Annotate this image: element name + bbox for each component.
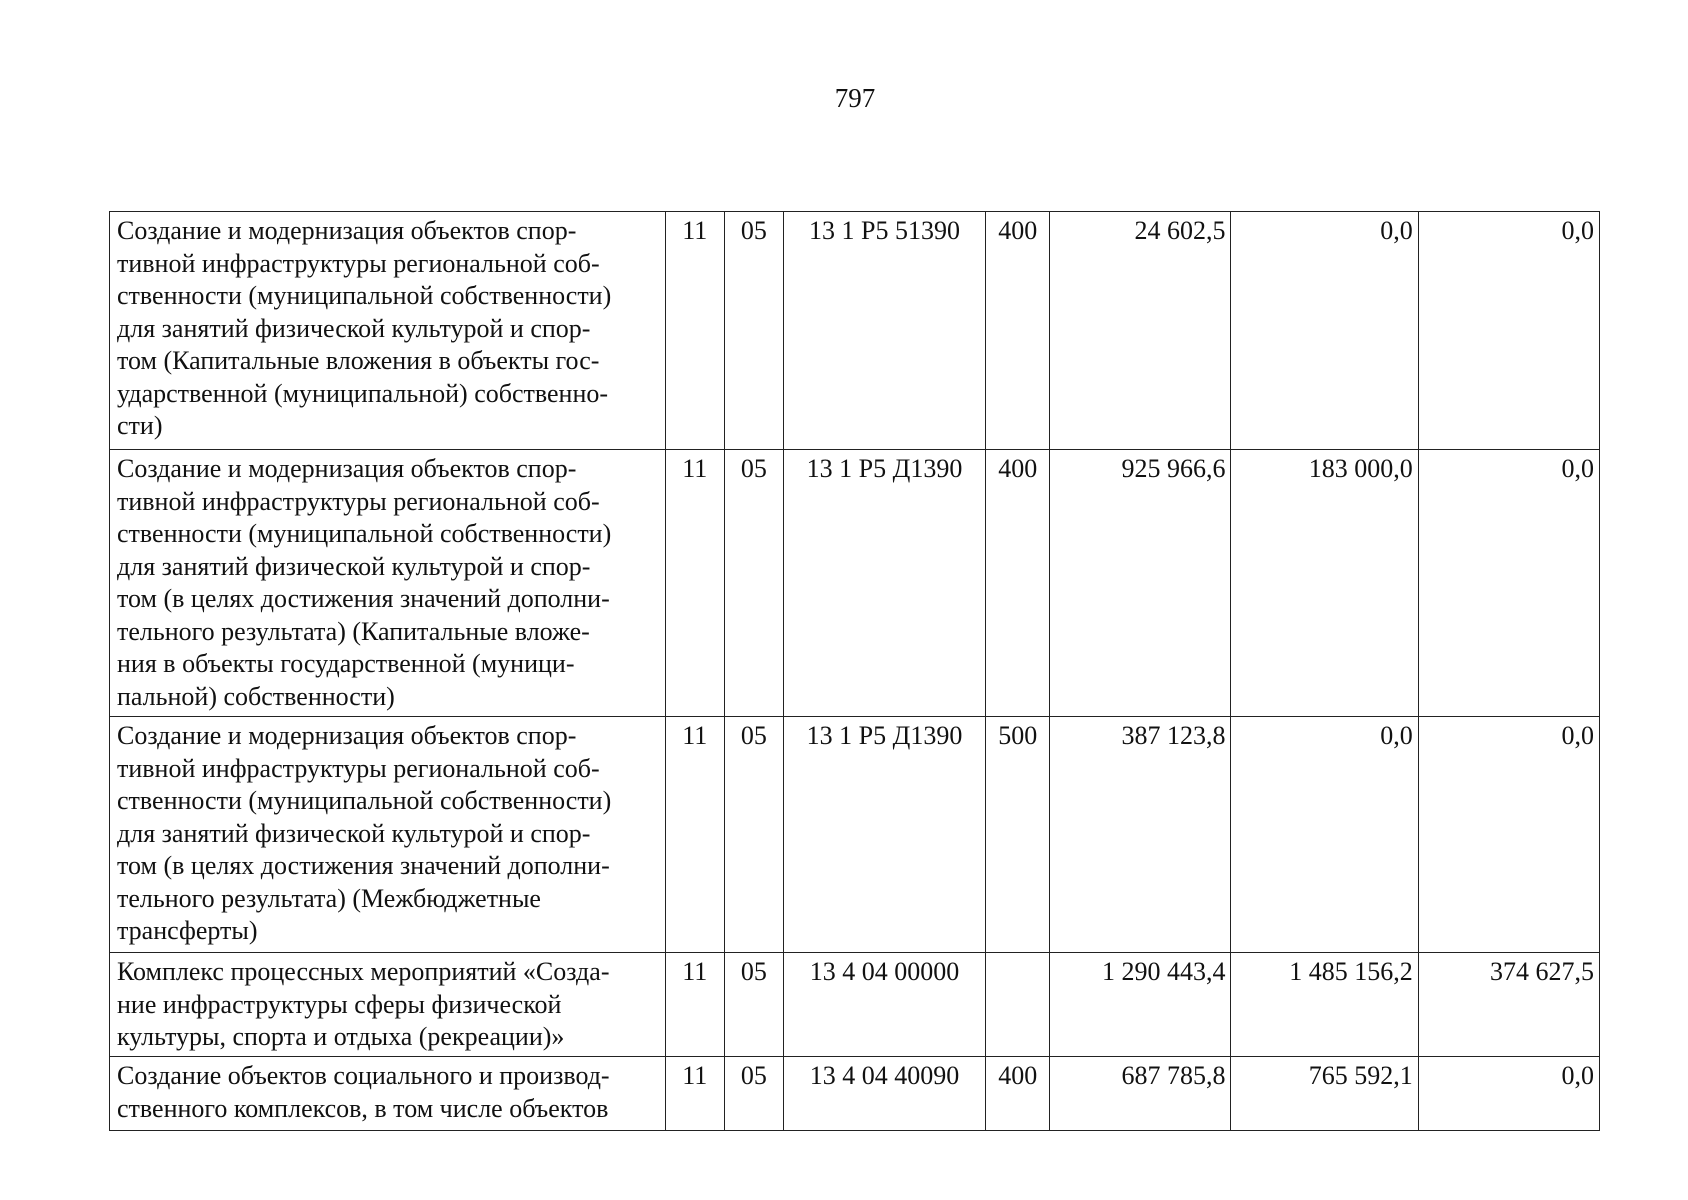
budget-table: [109, 211, 1600, 1131]
section-cell: 11: [665, 450, 724, 717]
row-name-cell: [110, 717, 666, 953]
amount-3-cell: 374 627,5: [1418, 953, 1599, 1057]
section-cell: 11: [665, 212, 724, 450]
subsection-cell: 05: [724, 953, 783, 1057]
table-row: [110, 450, 1600, 717]
row-name: Создание объектов социального и производ- ственного комплексов, в том числе объектов: [117, 1061, 610, 1123]
subsection-cell: 05: [724, 450, 783, 717]
amount-1-cell: 687 785,8: [1050, 1057, 1231, 1131]
amount-1-cell: 24 602,5: [1050, 212, 1231, 450]
amount-1-cell: 387 123,8: [1050, 717, 1231, 953]
expense-type-cell: 400: [986, 212, 1050, 450]
amount-2-cell: 765 592,1: [1231, 1057, 1418, 1131]
page-number: 797: [834, 83, 876, 113]
table-row: [110, 717, 1600, 953]
target-article-cell: 13 4 04 40090: [783, 1057, 985, 1131]
amount-1-cell: 925 966,6: [1050, 450, 1231, 717]
section-cell: 11: [665, 1057, 724, 1131]
amount-3-cell: 0,0: [1418, 717, 1599, 953]
subsection-cell: 05: [724, 1057, 783, 1131]
row-name: Создание и модернизация объектов спор- тивной инфраструктуры региональной соб- ственности (муниципальной собственности) для занятий физической культурой и спор- том (в целях достижения значений дополни- тельного результата) (Капитальные вложе- ния в объекты государственной (муници- пальной) собственности): [117, 454, 612, 711]
row-name: Создание и модернизация объектов спор- тивной инфраструктуры региональной соб- ственности (муниципальной собственности) для занятий физической культурой и спор- том (Капитальные вложения в объекты гос- ударственной (муниципальной) собственно- сти): [117, 216, 612, 440]
amount-3-cell: 0,0: [1418, 1057, 1599, 1131]
row-name-cell: [110, 953, 666, 1057]
amount-2-cell: 1 485 156,2: [1231, 953, 1418, 1057]
expense-type-cell: 500: [986, 717, 1050, 953]
amount-2-cell: 0,0: [1231, 212, 1418, 450]
amount-1-cell: 1 290 443,4: [1050, 953, 1231, 1057]
table-row: [110, 1057, 1600, 1131]
row-name-cell: [110, 450, 666, 717]
section-cell: 11: [665, 953, 724, 1057]
table-row: [110, 953, 1600, 1057]
row-name: Комплекс процессных мероприятий «Созда- ние инфраструктуры сферы физической культуры, спорта и отдыха (рекреации)»: [117, 957, 610, 1051]
amount-3-cell: 0,0: [1418, 450, 1599, 717]
target-article-cell: 13 4 04 00000: [783, 953, 985, 1057]
target-article-cell: 13 1 Р5 Д1390: [783, 717, 985, 953]
target-article-cell: 13 1 Р5 Д1390: [783, 450, 985, 717]
target-article-cell: 13 1 Р5 51390: [783, 212, 985, 450]
amount-2-cell: 183 000,0: [1231, 450, 1418, 717]
row-name-cell: [110, 1057, 666, 1131]
subsection-cell: 05: [724, 212, 783, 450]
subsection-cell: 05: [724, 717, 783, 953]
row-name-cell: [110, 212, 666, 450]
expense-type-cell: [986, 953, 1050, 1057]
row-name: Создание и модернизация объектов спор- тивной инфраструктуры региональной соб- ственности (муниципальной собственности) для занятий физической культурой и спор- том (в целях достижения значений дополни- тельного результата) (Межбюджетные трансферты): [117, 721, 612, 945]
expense-type-cell: 400: [986, 1057, 1050, 1131]
table-row: [110, 212, 1600, 450]
section-cell: 11: [665, 717, 724, 953]
expense-type-cell: 400: [986, 450, 1050, 717]
amount-2-cell: 0,0: [1231, 717, 1418, 953]
amount-3-cell: 0,0: [1418, 212, 1599, 450]
